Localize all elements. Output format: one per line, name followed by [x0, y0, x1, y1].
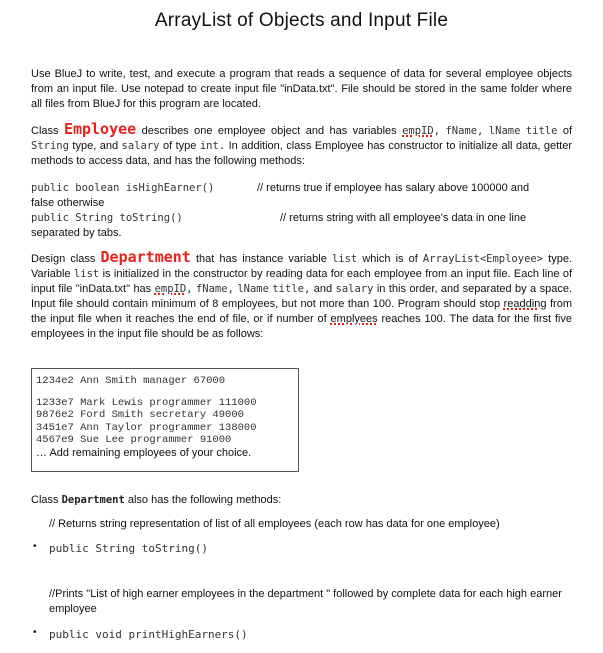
- var-fname: fName: [445, 125, 478, 137]
- dept-printhighearners-signature: public void printHighEarners(): [49, 628, 248, 641]
- department-paragraph: Design class Department that has instance variable list which is of ArrayList<Employee> type. Variable list is initialized in the constructor by reading data for each employee from an input file. Each line of input file "inData.txt" has empID, fName, lName title, and salary in this order, and separated by a space. Input file should contain minimum of 8 employees, but not more than 100. Program should stop readding from the input file when it reaches the end of file, or if number of emplyees reaches 100. The data for the first five employees in the input file should be as follows:: [31, 248, 573, 340]
- dept-tostring-signature: public String toString(): [49, 542, 208, 555]
- var-salary: salary: [121, 140, 160, 152]
- dept-methods-class-name: Department: [61, 494, 125, 506]
- dept-methods-intro-pre: Class: [31, 494, 59, 506]
- department-text-2: which is of: [362, 253, 418, 265]
- dept-methods-intro-post: also has the following methods:: [127, 494, 282, 506]
- method-tostring-comment: // returns string with all employee's data in one line: [280, 212, 527, 224]
- method-ishighearner-comment: // returns true if employee has salary above 100000 and: [257, 182, 530, 194]
- method-ishighearner-continued: false otherwise: [31, 197, 105, 209]
- input-more-note: … Add remaining employees of your choice.: [36, 446, 252, 459]
- misspelled-emplyees: emplyees: [330, 313, 378, 325]
- method-tostring-continued: separated by tabs.: [31, 227, 122, 239]
- employee-text-3: type, and: [72, 140, 119, 152]
- type-int: int.: [199, 140, 226, 152]
- dept-printhighearners-comment: //Prints "List of high earner employees in the department " followed by complete data for each high earner employee: [49, 588, 562, 615]
- department-methods-intro: [31, 493, 572, 508]
- bullet-icon: •: [33, 627, 37, 638]
- employee-text-4: of type: [162, 140, 197, 152]
- department-class-name: Department: [100, 248, 191, 266]
- employee-text-2: of: [562, 125, 573, 137]
- dept-tostring-comment: // Returns string representation of list of all employees (each row has data for one employee): [49, 518, 500, 530]
- input-file-sample-box: [31, 368, 299, 472]
- method-ishighearner-signature: public boolean isHighEarner(): [31, 182, 215, 194]
- type-string: String: [31, 140, 69, 152]
- employee-text-5: In addition, class Employee has constructor to initialize all data, getter methods to access data, and has the following methods:: [31, 140, 573, 167]
- method-tostring-signature: public String toString(): [31, 212, 183, 224]
- dept-var-title: title,: [272, 283, 311, 295]
- department-text-7: from the input file when it reaches the end of file, or if number of: [31, 298, 572, 325]
- employee-methods: [31, 181, 572, 241]
- employee-text-1: describes one employee object and has variables: [141, 125, 397, 137]
- department-text-5: and: [313, 283, 333, 295]
- page-title: ArrayList of Objects and Input File: [154, 10, 449, 31]
- department-text-6: in this order, and separated by a space. Input file should contain minimum of 8 employees, but not more than 100. Program should stop: [31, 283, 573, 310]
- type-arraylist: ArrayList<Employee>: [422, 253, 544, 265]
- department-text-4: is initialized in the constructor by reading data for each employee from an input file. Each line of input file "inData.txt" has: [31, 268, 572, 295]
- department-text-1: that has instance variable: [195, 253, 327, 265]
- input-line-1: 1234e2 Ann Smith manager 67000: [36, 375, 226, 387]
- employee-class-name: Employee: [63, 120, 137, 138]
- dept-var-salary: salary: [335, 283, 374, 295]
- var-title: title: [525, 125, 558, 137]
- var-lname: lName: [488, 125, 521, 137]
- input-line-4: 3451e7 Ann Taylor programmer 138000: [36, 421, 257, 434]
- var-list-2: list: [73, 268, 100, 280]
- dept-var-fname: fName: [195, 283, 228, 295]
- dept-var-empid: empID: [154, 283, 187, 295]
- department-text-8: reaches 100. The data for the first five employees in the input file should be as follows:: [31, 313, 572, 340]
- department-text-3: type. Variable: [31, 253, 572, 280]
- input-line-2: 1233e7 Mark Lewis programmer 111000: [36, 396, 257, 409]
- dept-var-lname: lName: [237, 283, 269, 295]
- var-empid: empID: [402, 125, 434, 137]
- employee-paragraph: Class Employee describes one employee object and has variables empID, fName, lName title of String type, and salary of type int. In addition, class Employee has constructor to initialize all data, getter methods to access data, and has the following methods:: [31, 120, 573, 167]
- var-list: list: [331, 253, 358, 265]
- bullet-icon: •: [33, 541, 37, 552]
- input-line-3: 9876e2 Ford Smith secretary 49000: [36, 409, 244, 421]
- input-line-5: 4567e9 Sue Lee programmer 91000: [36, 434, 232, 446]
- design-class-text: Design class: [31, 253, 96, 265]
- class-word: Class: [31, 125, 59, 137]
- misspelled-readding: readding: [503, 298, 547, 310]
- intro-paragraph: Use BlueJ to write, test, and execute a program that reads a sequence of data for several employee objects from an input file. Use notepad to create input file "inData.txt". File should be stored in the same folder where all files from BlueJ for this program are located.: [31, 68, 572, 110]
